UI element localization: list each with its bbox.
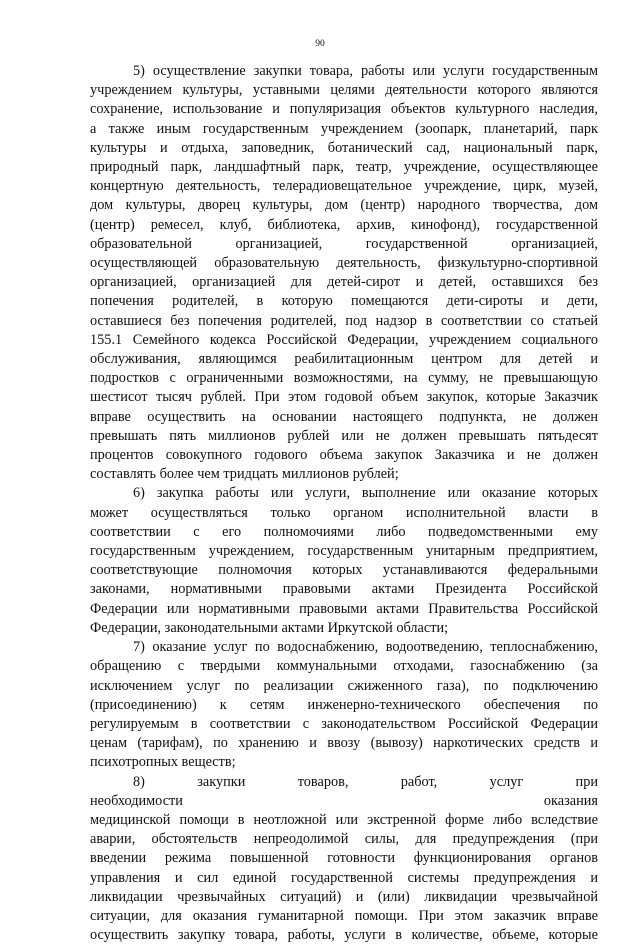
paragraph-line: обращению с твердыми коммунальными отходами, газоснабжению (за bbox=[90, 658, 598, 675]
page-number: 90 bbox=[315, 39, 325, 49]
paragraph-line: государственным учреждением, государственным унитарным предприятием, bbox=[90, 543, 598, 560]
paragraph-line: может осуществляться только органом исполнительной власти в bbox=[90, 504, 598, 521]
paragraph-line: психотропных веществ; bbox=[90, 754, 236, 771]
paragraph-line: исключением услуг по реализации сжиженного газа), по подключению bbox=[90, 677, 598, 694]
paragraph-line: (присоединению) к сетям инженерно-технического обеспечения по bbox=[90, 696, 598, 713]
document-body bbox=[90, 62, 598, 945]
paragraph-1 bbox=[90, 62, 598, 484]
paragraph-line: процентов совокупного годового объема закупок Заказчика и не должен bbox=[90, 447, 598, 464]
paragraph-line: образовательной организацией, государственной организацией, bbox=[90, 235, 598, 252]
paragraph-line: природный парк, ландшафтный парк, театр, учреждение, осуществляющее bbox=[90, 159, 598, 176]
paragraph-line: ценам (тарифам), по хранению и ввозу (вывозу) наркотических средств и bbox=[90, 735, 598, 752]
paragraph-line: сохранение, использование и популяризация объектов культурного наследия, bbox=[90, 101, 598, 118]
paragraph-line: 155.1 Семейного кодекса Российской Федерации, учреждением социального bbox=[90, 331, 598, 348]
paragraph-line: осуществить закупку товара, работы, услуги в количестве, объеме, которые bbox=[90, 927, 598, 944]
paragraph-line: Федерации или нормативными правовыми актами Правительства Российской bbox=[90, 600, 598, 617]
paragraph-line: 8) закупки товаров, работ, услуг при необходимости оказания bbox=[90, 773, 598, 809]
paragraph-3 bbox=[90, 638, 598, 772]
paragraph-line: обслуживания, являющимся реабилитационным центром для детей и bbox=[90, 351, 598, 368]
paragraph-line: составлять более чем тридцать миллионов рублей; bbox=[90, 466, 399, 483]
paragraph-line: медицинской помощи в неотложной или экстренной форме либо вследствие bbox=[90, 811, 598, 828]
paragraph-line: соответствующие полномочия которых устанавливаются федеральными bbox=[90, 562, 598, 579]
paragraph-line: вправе осуществить на основании настоящего подпункта, не должен bbox=[90, 408, 598, 425]
paragraph-line: учреждением культуры, уставными целями деятельности которого являются bbox=[90, 82, 598, 99]
paragraph-line: введении режима повышенной готовности функционирования органов bbox=[90, 850, 598, 867]
paragraph-line: ситуации, для оказания гуманитарной помощи. При этом заказчик вправе bbox=[90, 907, 598, 924]
paragraph-line: законами, нормативными правовыми актами Президента Российской bbox=[90, 581, 598, 598]
paragraph-line: дом культуры, дворец культуры, дом (центр) народного творчества, дом bbox=[90, 197, 598, 214]
paragraph-line: ликвидации чрезвычайных ситуаций) и (или) ликвидации чрезвычайной bbox=[90, 888, 598, 905]
paragraph-line: 5) осуществление закупки товара, работы или услуги государственным bbox=[133, 63, 598, 79]
paragraph-line: организацией, организацией для детей-сирот и детей, оставшихся без bbox=[90, 274, 598, 291]
paragraph-line: культуры и отдыха, заповедник, ботанический сад, национальный парк, bbox=[90, 139, 598, 156]
paragraph-2 bbox=[90, 484, 598, 638]
paragraph-line: шестисот тысяч рублей. При этом годовой объем закупок, которые Заказчик bbox=[90, 389, 598, 406]
paragraph-line: соответствии с его полномочиями либо подведомственными ему bbox=[90, 523, 598, 540]
paragraph-line: (центр) ремесел, клуб, библиотека, архив, кинофонд), государственной bbox=[90, 216, 598, 233]
paragraph-line: концертную деятельность, телерадиовещательное учреждение, цирк, музей, bbox=[90, 178, 598, 195]
paragraph-line: регулируемым в соответствии с законодательством Российской Федерации bbox=[90, 715, 598, 732]
paragraph-line: попечения родителей, в которую помещаются дети-сироты и дети, bbox=[90, 293, 598, 310]
paragraph-4 bbox=[90, 773, 598, 945]
paragraph-line: подростков с ограниченными возможностями, на сумму, не превышающую bbox=[90, 370, 598, 387]
paragraph-line: а также иным государственным учреждением (зоопарк, планетарий, парк bbox=[90, 120, 598, 137]
paragraph-line: оставшиеся без попечения родителей, под надзор в соответствии со статьей bbox=[90, 312, 598, 329]
paragraph-line: Федерации, законодательными актами Иркутской области; bbox=[90, 619, 449, 636]
paragraph-line: 6) закупка работы или услуги, выполнение или оказание которых bbox=[133, 485, 598, 502]
paragraph-line: аварии, обстоятельств непреодолимой силы, для предупреждения (при bbox=[90, 831, 598, 848]
paragraph-line: управления и сил единой государственной системы предупреждения и bbox=[90, 869, 598, 886]
paragraph-line: 7) оказание услуг по водоснабжению, водоотведению, теплоснабжению, bbox=[133, 639, 598, 656]
paragraph-line: превышать пять миллионов рублей или не должен превышать пятьдесят bbox=[90, 427, 598, 444]
paragraph-line: осуществляющей образовательную деятельность, физкультурно-спортивной bbox=[90, 255, 598, 272]
